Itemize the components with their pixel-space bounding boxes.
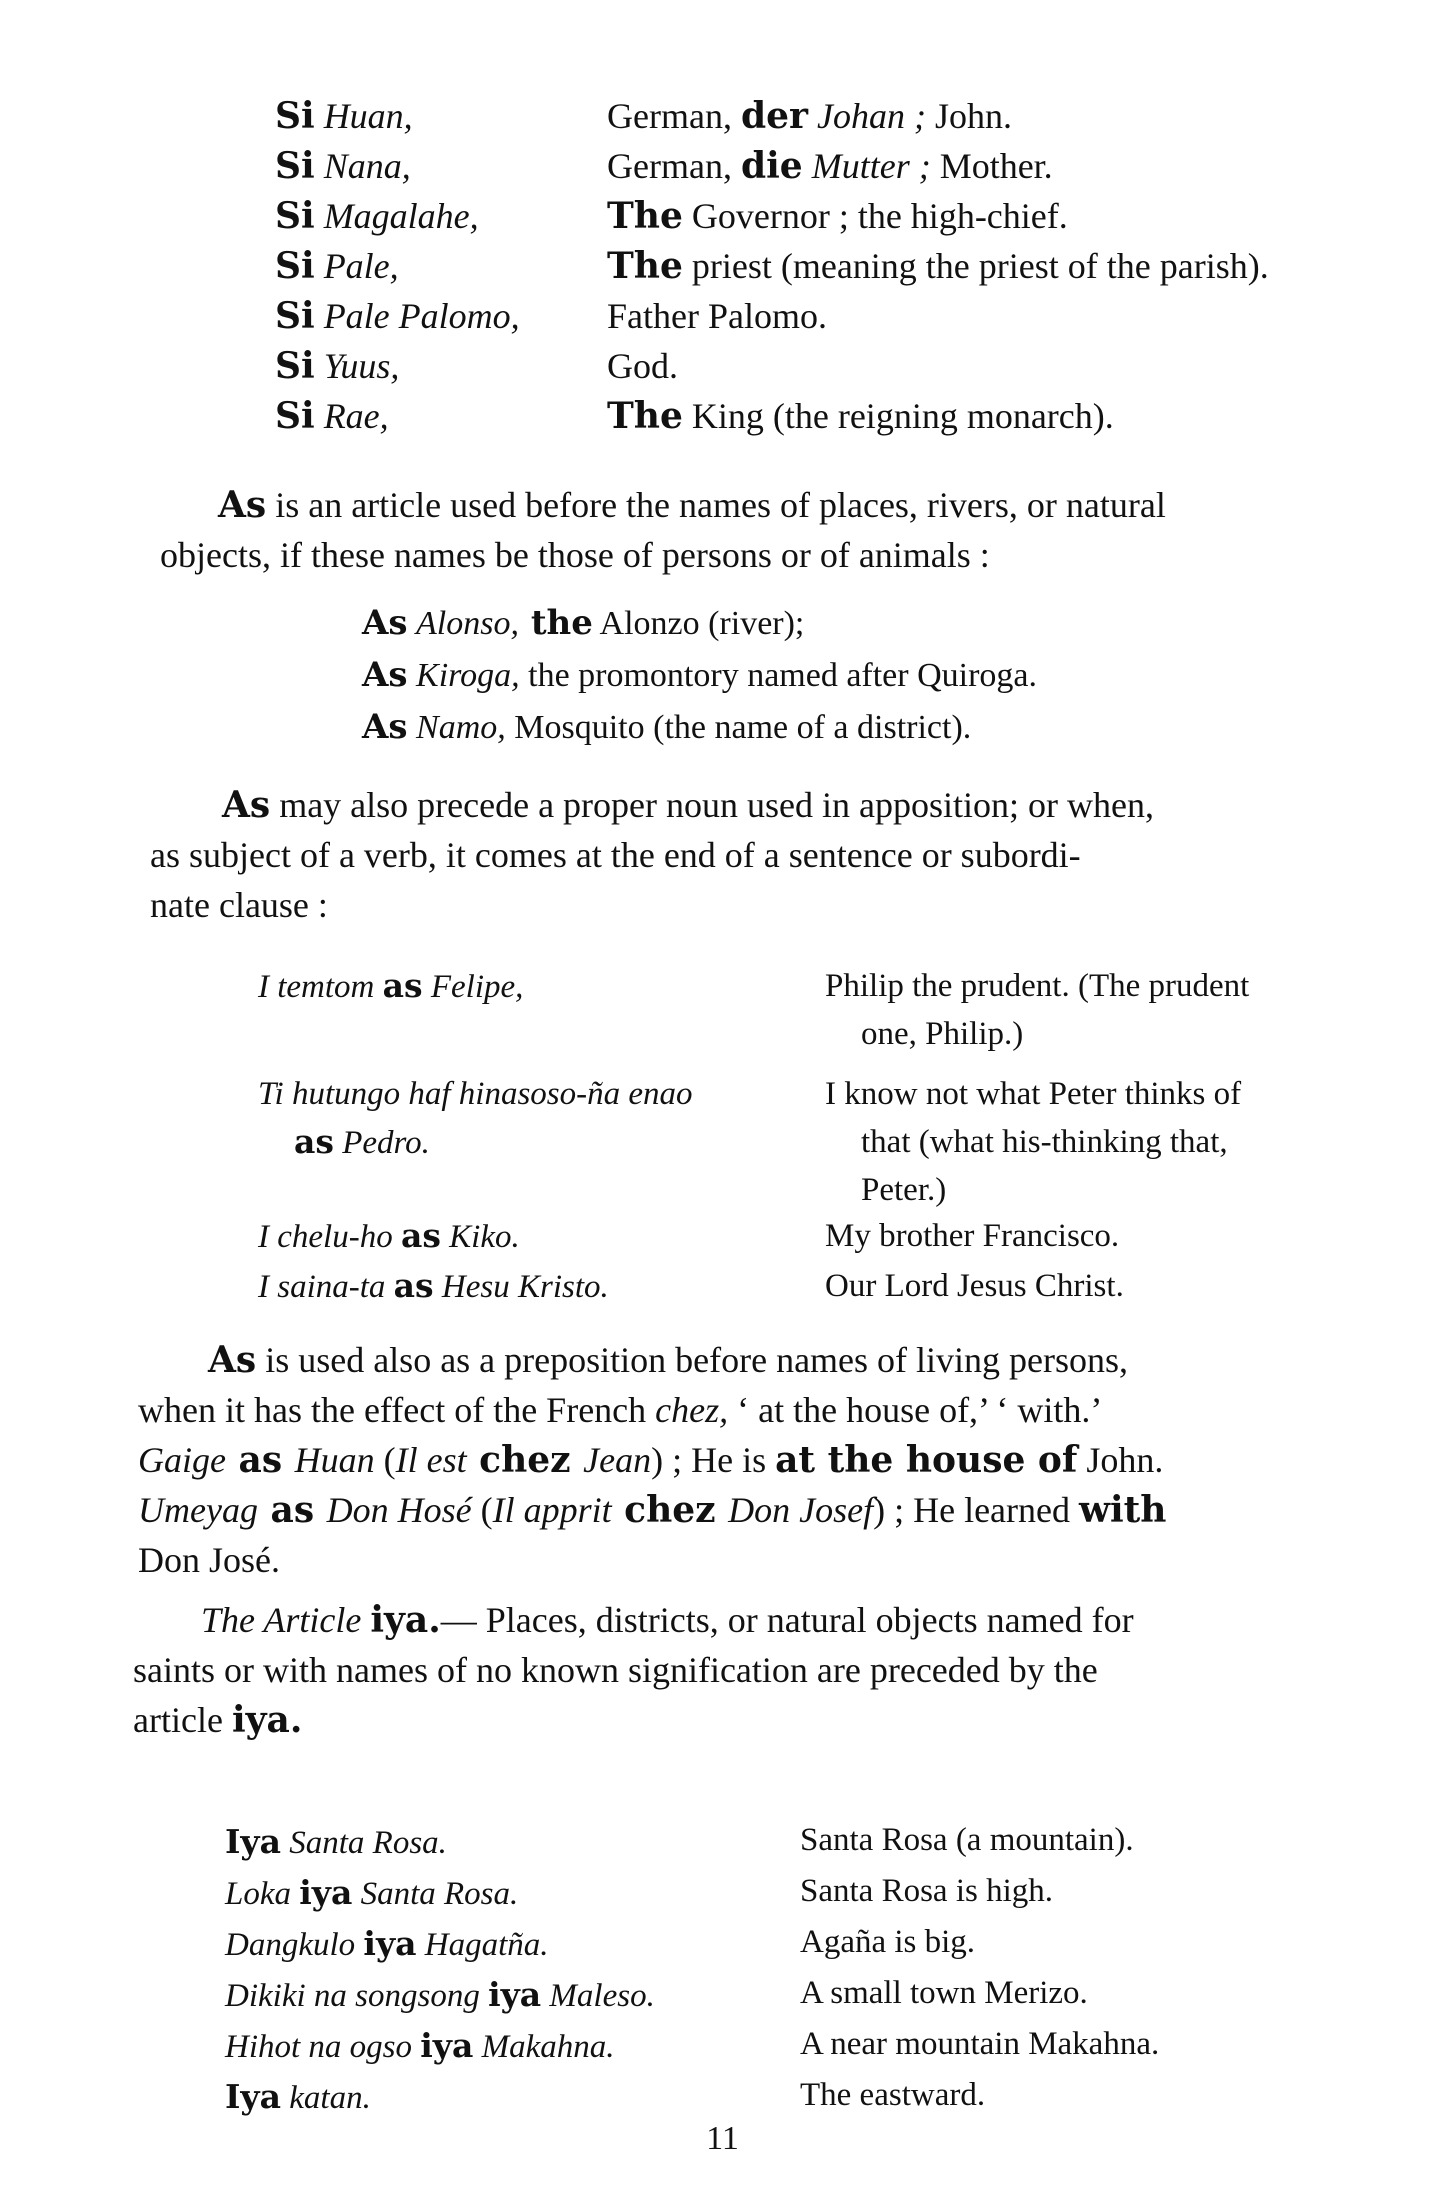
- paragraph-line: Gaige as Huan (Il est chez Jean) ; He is at the house of John.: [138, 1439, 1164, 1481]
- paragraph-as-apposition: [150, 780, 1390, 930]
- names-meaning: The priest (meaning the priest of the parish).: [607, 245, 1269, 287]
- apposition-term: I chelu-ho as Kiko.: [258, 1216, 520, 1255]
- paragraph-line: As is an article used before the names of places, rivers, or natural: [218, 484, 1166, 526]
- paragraph-line: As is used also as a preposition before names of living persons,: [208, 1339, 1129, 1381]
- iya-term: Hihot na ogso iya Makahna.: [225, 2026, 615, 2065]
- names-meaning: God.: [607, 346, 678, 386]
- iya-gloss: Santa Rosa (a mountain).: [800, 1822, 1134, 1858]
- iya-gloss: A near mountain Makahna.: [800, 2026, 1160, 2062]
- iya-term: Loka iya Santa Rosa.: [225, 1873, 519, 1912]
- names-term: Si Yuus,: [275, 345, 400, 387]
- paragraph-line: Don José.: [138, 1540, 280, 1580]
- iya-term: Dangkulo iya Hagatña.: [225, 1924, 549, 1963]
- paragraph-line: As may also precede a proper noun used in apposition; or when,: [222, 784, 1154, 826]
- paragraph-line: objects, if these names be those of persons or of animals :: [160, 535, 990, 575]
- names-term: Si Nana,: [275, 145, 411, 187]
- paragraph-line: Umeyag as Don Hosé (Il apprit chez Don Josef) ; He learned with: [138, 1489, 1167, 1531]
- names-meaning: The Governor ; the high-chief.: [607, 195, 1068, 237]
- iya-term: Iya katan.: [225, 2077, 371, 2116]
- iya-term: Dikiki na songsong iya Maleso.: [225, 1975, 655, 2014]
- names-term: Si Magalahe,: [275, 195, 479, 237]
- page-number: 11: [706, 2120, 739, 2157]
- names-meaning: German, der Johan ; John.: [607, 95, 1012, 137]
- names-term: Si Rae,: [275, 395, 389, 437]
- paragraph-line: when it has the effect of the French chez, ‘ at the house of,’ ‘ with.’: [138, 1390, 1103, 1430]
- paragraph-line: The Article iya.— Places, districts, or natural objects named for: [201, 1599, 1134, 1641]
- paragraph-line: nate clause :: [150, 885, 328, 925]
- as-examples: [362, 603, 1037, 759]
- paragraph-line: saints or with names of no known signification are preceded by the: [133, 1650, 1098, 1690]
- names-meaning: Father Palomo.: [607, 296, 827, 336]
- apposition-gloss: I know not what Peter thinks of that (what his-thinking that, Peter.): [825, 1076, 1242, 1208]
- apposition-term: I temtom as Felipe,: [258, 966, 524, 1005]
- paragraph-line: article iya.: [133, 1699, 303, 1741]
- apposition-gloss: Philip the prudent. (The prudent one, Philip.): [825, 968, 1250, 1052]
- paragraph-as-preposition: [138, 1335, 1393, 1585]
- example-line: As Namo, Mosquito (the name of a district).: [362, 707, 972, 747]
- names-term: Si Pale,: [275, 245, 399, 287]
- paragraph-as-article: [160, 480, 1390, 580]
- apposition-gloss: My brother Francisco.: [825, 1218, 1120, 1254]
- section-heading: The Article: [201, 1600, 362, 1640]
- iya-gloss: Agaña is big.: [800, 1924, 976, 1960]
- paragraph-article-iya: [133, 1595, 1393, 1745]
- names-term: Si Pale Palomo,: [275, 295, 520, 337]
- iya-gloss: A small town Merizo.: [800, 1975, 1088, 2011]
- example-line: As Kiroga, the promontory named after Quiroga.: [362, 655, 1038, 695]
- iya-term: Iya Santa Rosa.: [225, 1822, 447, 1861]
- apposition-term: I saina-ta as Hesu Kristo.: [258, 1266, 609, 1305]
- example-line: As Alonso, the Alonzo (river);: [362, 603, 805, 643]
- names-meaning: German, die Mutter ; Mother.: [607, 145, 1053, 187]
- names-term: Si Huan,: [275, 95, 413, 137]
- iya-gloss: The eastward.: [800, 2077, 986, 2113]
- iya-gloss: Santa Rosa is high.: [800, 1873, 1053, 1909]
- apposition-gloss: Our Lord Jesus Christ.: [825, 1268, 1124, 1304]
- names-meaning: The King (the reigning monarch).: [607, 395, 1114, 437]
- apposition-term: Ti hutungo haf hinasoso-ña enao as Pedro.: [258, 1076, 693, 1161]
- paragraph-line: as subject of a verb, it comes at the end of a sentence or subordi-: [150, 835, 1081, 875]
